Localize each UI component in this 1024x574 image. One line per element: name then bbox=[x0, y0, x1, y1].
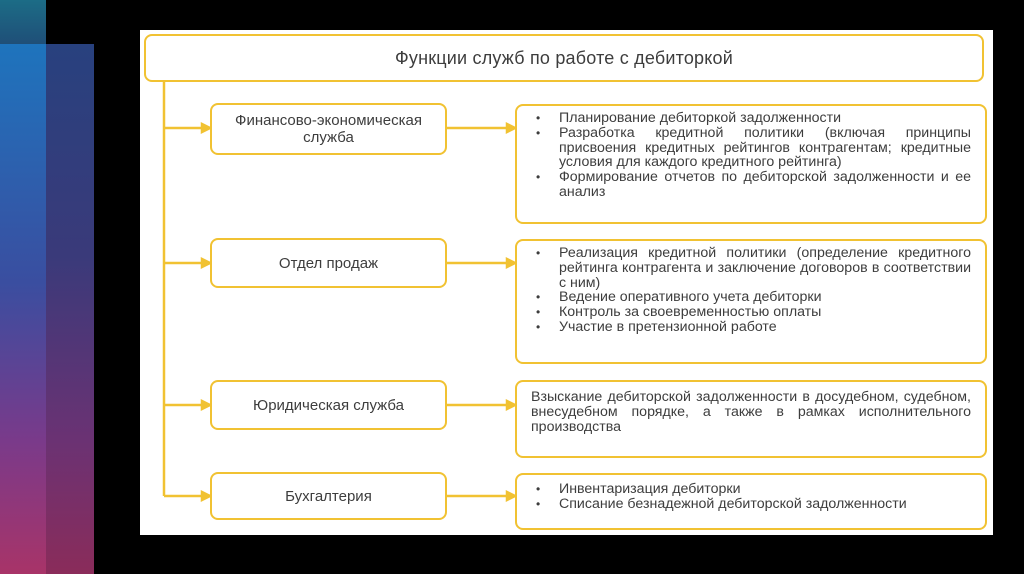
list-item: • Реализация кредитной политики (определение кредитного рейтинга контрагента и заключение договоров в соответствии с ним) bbox=[531, 246, 971, 290]
dept-box-legal bbox=[210, 380, 447, 430]
decorative-strip-top bbox=[0, 0, 46, 44]
desc-list-accounting bbox=[531, 482, 971, 512]
arrow-1 bbox=[202, 124, 210, 132]
list-item: • Инвентаризация дебиторки bbox=[531, 482, 971, 497]
list-item: • Разработка кредитной политики (включая принципы присвоения кредитных рейтингов контрагентам; кредитные условия для каждого кредитного рейтинга) bbox=[531, 126, 971, 170]
desc-text-legal: Взыскание дебиторской задолженности в досудебном, судебном, внесудебном порядке, а также в рамках исполнительного производства bbox=[531, 389, 971, 435]
desc-list-finance bbox=[531, 111, 971, 200]
list-item: • Планирование дебиторкой задолженности bbox=[531, 111, 971, 126]
decorative-strip-left bbox=[0, 44, 46, 574]
arrow-2 bbox=[202, 259, 210, 267]
link-arrow-4 bbox=[507, 492, 515, 500]
slide bbox=[140, 30, 993, 535]
link-arrow-1 bbox=[507, 124, 515, 132]
desc-list-sales bbox=[531, 246, 971, 335]
desc-box-accounting bbox=[515, 473, 987, 530]
link-arrow-3 bbox=[507, 401, 515, 409]
dept-box-sales bbox=[210, 238, 447, 288]
desc-box-finance bbox=[515, 104, 987, 224]
arrow-3 bbox=[202, 401, 210, 409]
dept-label-sales: Отдел продаж bbox=[278, 254, 379, 272]
dept-label-legal: Юридическая служба bbox=[253, 396, 404, 414]
diagram-title: Функции служб по работе с дебиторкой bbox=[144, 34, 984, 82]
decorative-strip-middle bbox=[46, 44, 94, 574]
list-item: • Формирование отчетов по дебиторской задолженности и ее анализ bbox=[531, 170, 971, 200]
desc-box-sales bbox=[515, 239, 987, 364]
list-item: • Ведение оперативного учета дебиторки bbox=[531, 290, 971, 305]
dept-box-accounting bbox=[210, 472, 447, 520]
arrow-4 bbox=[202, 492, 210, 500]
desc-box-legal bbox=[515, 380, 987, 458]
link-arrow-2 bbox=[507, 259, 515, 267]
list-item: • Контроль за своевременностью оплаты bbox=[531, 305, 971, 320]
dept-box-finance bbox=[210, 103, 447, 155]
list-item: • Участие в претензионной работе bbox=[531, 320, 971, 335]
list-item: • Списание безнадежной дебиторской задолженности bbox=[531, 497, 971, 512]
dept-label-accounting: Бухгалтерия bbox=[285, 487, 372, 505]
dept-label-finance: Финансово-экономическая служба bbox=[235, 112, 422, 146]
